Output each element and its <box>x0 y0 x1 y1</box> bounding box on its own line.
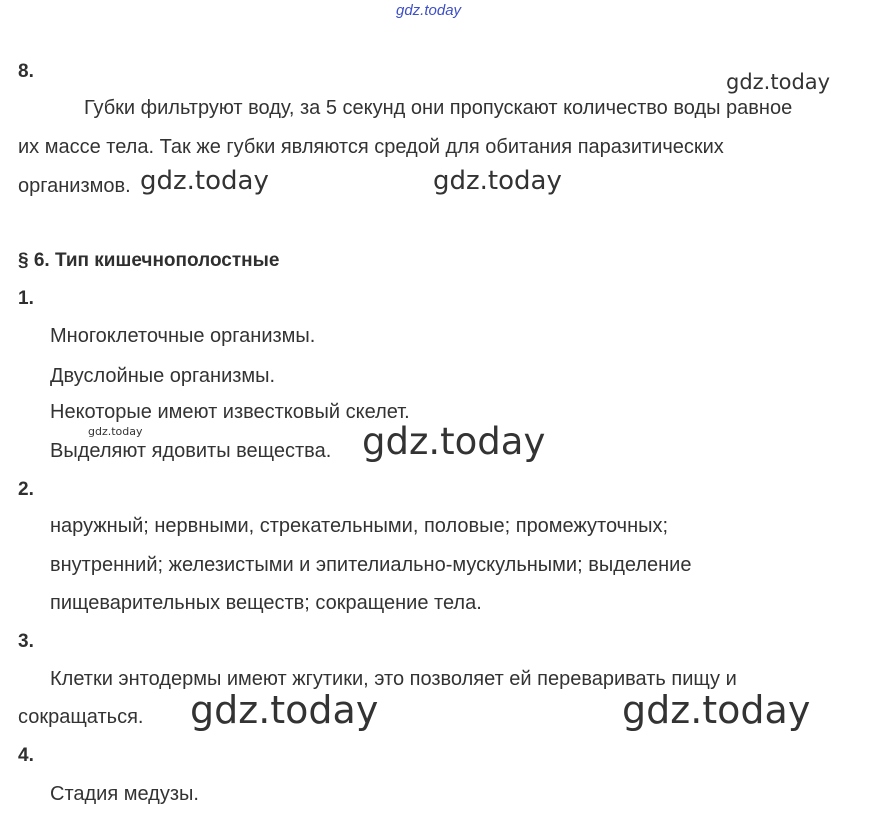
watermark: gdz.today <box>190 688 379 732</box>
item-2-number: 2. <box>18 479 34 500</box>
item-2-line: наружный; нервными, стрекательными, половые; промежуточных; <box>50 515 669 537</box>
watermark: gdz.today <box>362 420 546 463</box>
watermark: gdz.today <box>140 166 269 196</box>
item-4-number: 4. <box>18 745 34 766</box>
item-8-line: Губки фильтруют воду, за 5 секунд они пропускают количество воды равное <box>84 97 793 119</box>
item-3-number: 3. <box>18 631 34 652</box>
watermark: gdz.today <box>726 70 831 94</box>
item-3-line: сокращаться. <box>18 706 144 728</box>
item-4-line: Стадия медузы. <box>50 783 199 805</box>
item-1-line: Двуслойные организмы. <box>50 365 276 387</box>
item-2-line: внутренний; железистыми и эпителиально-мускульными; выделение <box>50 554 692 576</box>
item-3-line: Клетки энтодермы имеют жгутики, это позволяет ей переваривать пищу и <box>50 668 737 690</box>
watermark: gdz.today <box>88 425 143 438</box>
item-1-line: Выделяют ядовиты вещества. <box>50 440 332 462</box>
watermark-top: gdz.today <box>396 2 462 19</box>
item-8-number: 8. <box>18 61 34 82</box>
item-8-line: их массе тела. Так же губки являются средой для обитания паразитических <box>18 136 724 158</box>
item-1-line: Некоторые имеют известковый скелет. <box>50 401 410 423</box>
item-1-line: Многоклеточные организмы. <box>50 325 316 347</box>
item-1-number: 1. <box>18 288 34 309</box>
watermark: gdz.today <box>622 688 811 732</box>
section-title: § 6. Тип кишечнополостные <box>18 250 280 271</box>
item-2-line: пищеварительных веществ; сокращение тела. <box>50 592 482 614</box>
item-8-line: организмов. <box>18 175 131 197</box>
watermark: gdz.today <box>433 166 562 196</box>
